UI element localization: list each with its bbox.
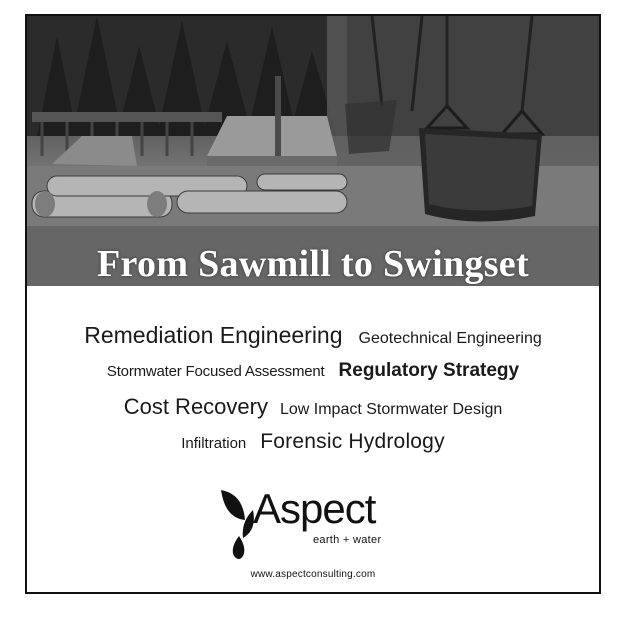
service-regulatory-strategy: Regulatory Strategy [338, 360, 520, 381]
website-link[interactable]: www.aspectconsulting.com [250, 569, 376, 580]
services-row-3 [27, 394, 599, 420]
headline: From Sawmill to Swingset [97, 243, 529, 285]
services-row-2 [27, 360, 599, 382]
services-row-1 [27, 322, 599, 349]
aspect-logo[interactable] [217, 484, 417, 564]
logo-wordmark: Aspect [253, 485, 376, 532]
service-geotechnical-engineering: Geotechnical Engineering [358, 330, 542, 347]
service-stormwater-focused-assessment: Stormwater Focused Assessment [106, 363, 325, 380]
advertisement [25, 14, 601, 594]
service-remediation-engineering: Remediation Engineering [84, 322, 343, 348]
service-low-impact-stormwater-design: Low Impact Stormwater Design [279, 401, 503, 418]
service-cost-recovery: Cost Recovery [123, 394, 268, 419]
service-forensic-hydrology: Forensic Hydrology [260, 430, 445, 453]
sawmill-swingset-photo [27, 16, 599, 286]
leaf-water-drop-icon [217, 484, 257, 564]
service-infiltration: Infiltration [181, 435, 247, 452]
services-row-4 [27, 430, 599, 454]
logo-tagline: earth + water [313, 534, 382, 546]
